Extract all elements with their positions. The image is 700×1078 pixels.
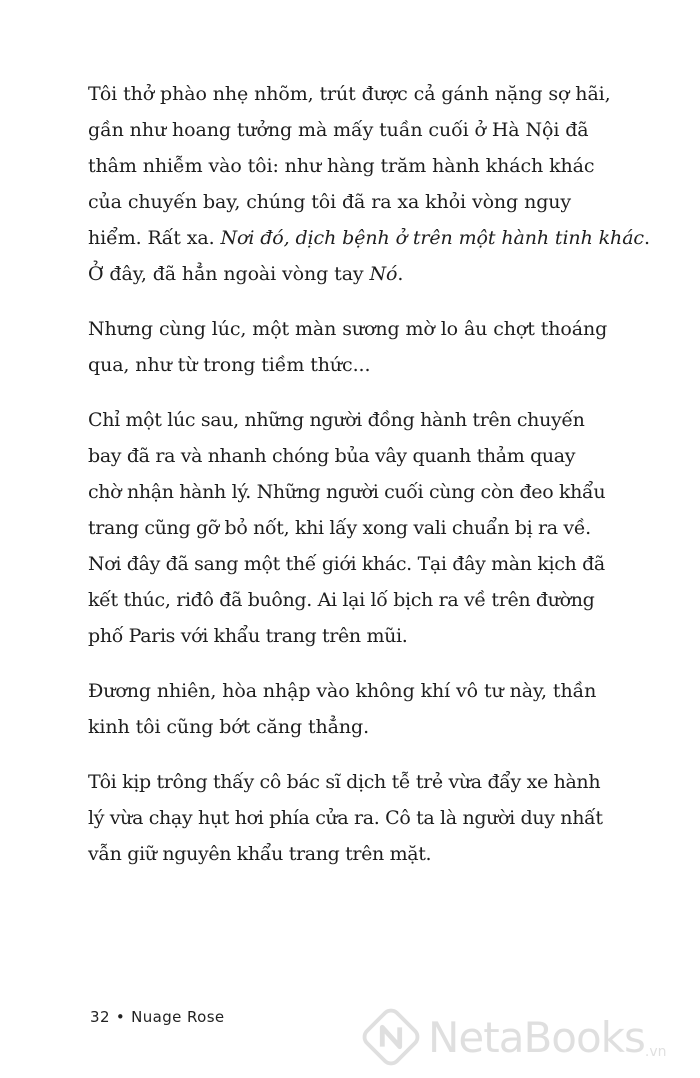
text-run: hiểm. Rất xa.	[88, 227, 221, 249]
netabooks-watermark	[362, 1002, 692, 1072]
page-footer	[90, 1008, 225, 1026]
text-line	[88, 256, 632, 292]
paragraph-4	[88, 673, 632, 745]
watermark-suffix: .vn	[644, 1044, 667, 1060]
paragraph-2	[88, 311, 632, 383]
paragraph-5	[88, 764, 632, 872]
netabooks-logo-icon	[362, 1008, 420, 1066]
text-line: chờ nhận hành lý. Những người cuối cùng còn đeo khẩu	[88, 481, 606, 503]
text-line: lý vừa chạy hụt hơi phía cửa ra. Cô ta là người duy nhất	[88, 807, 603, 829]
text-line: trang cũng gỡ bỏ nốt, khi lấy xong vali chuẩn bị ra về.	[88, 517, 591, 539]
text-line: Tôi kịp trông thấy cô bác sĩ dịch tễ trẻ vừa đẩy xe hành	[88, 771, 601, 793]
italic-run: Nó	[369, 263, 398, 285]
text-run: .	[643, 227, 650, 249]
book-title: Nuage Rose	[131, 1008, 225, 1026]
text-line: vẫn giữ nguyên khẩu trang trên mặt.	[88, 843, 432, 865]
text-run: .	[397, 263, 404, 285]
text-line: Đương nhiên, hòa nhập vào không khí vô tư này, thần	[88, 680, 597, 702]
text-run: Ở đây, đã hẳn ngoài vòng tay	[88, 263, 370, 285]
watermark-brand: NetaBooks	[428, 1012, 645, 1062]
text-line: Nơi đây đã sang một thế giới khác. Tại đây màn kịch đã	[88, 553, 605, 575]
italic-run: Nơi đó, dịch bệnh ở trên một hành tinh khác	[220, 227, 644, 249]
text-line: Nhưng cùng lúc, một màn sương mờ lo âu chợt thoáng	[88, 318, 608, 340]
text-line: kinh tôi cũng bớt căng thẳng.	[88, 716, 370, 738]
text-line: gần như hoang tưởng mà mấy tuần cuối ở Hà Nội đã	[88, 119, 589, 141]
paragraph-1	[88, 76, 650, 292]
text-line: bay đã ra và nhanh chóng bủa vây quanh thảm quay	[88, 445, 576, 467]
text-line: Tôi thở phào nhẹ nhõm, trút được cả gánh nặng sợ hãi,	[88, 83, 611, 105]
body-text	[88, 76, 650, 891]
text-line: của chuyến bay, chúng tôi đã ra xa khỏi vòng nguy	[88, 191, 572, 213]
text-line: kết thúc, riđô đã buông. Ai lại lố bịch ra về trên đường	[88, 589, 595, 611]
text-line: thâm nhiễm vào tôi: như hàng trăm hành khách khác	[88, 155, 595, 177]
text-line: phố Paris với khẩu trang trên mũi.	[88, 625, 408, 647]
text-line: Chỉ một lúc sau, những người đồng hành trên chuyến	[88, 409, 585, 431]
footer-separator: •	[115, 1008, 126, 1026]
page-number: 32	[90, 1008, 110, 1026]
paragraph-3	[88, 402, 632, 654]
text-line: qua, như từ trong tiềm thức...	[88, 354, 371, 376]
text-line	[88, 220, 650, 256]
